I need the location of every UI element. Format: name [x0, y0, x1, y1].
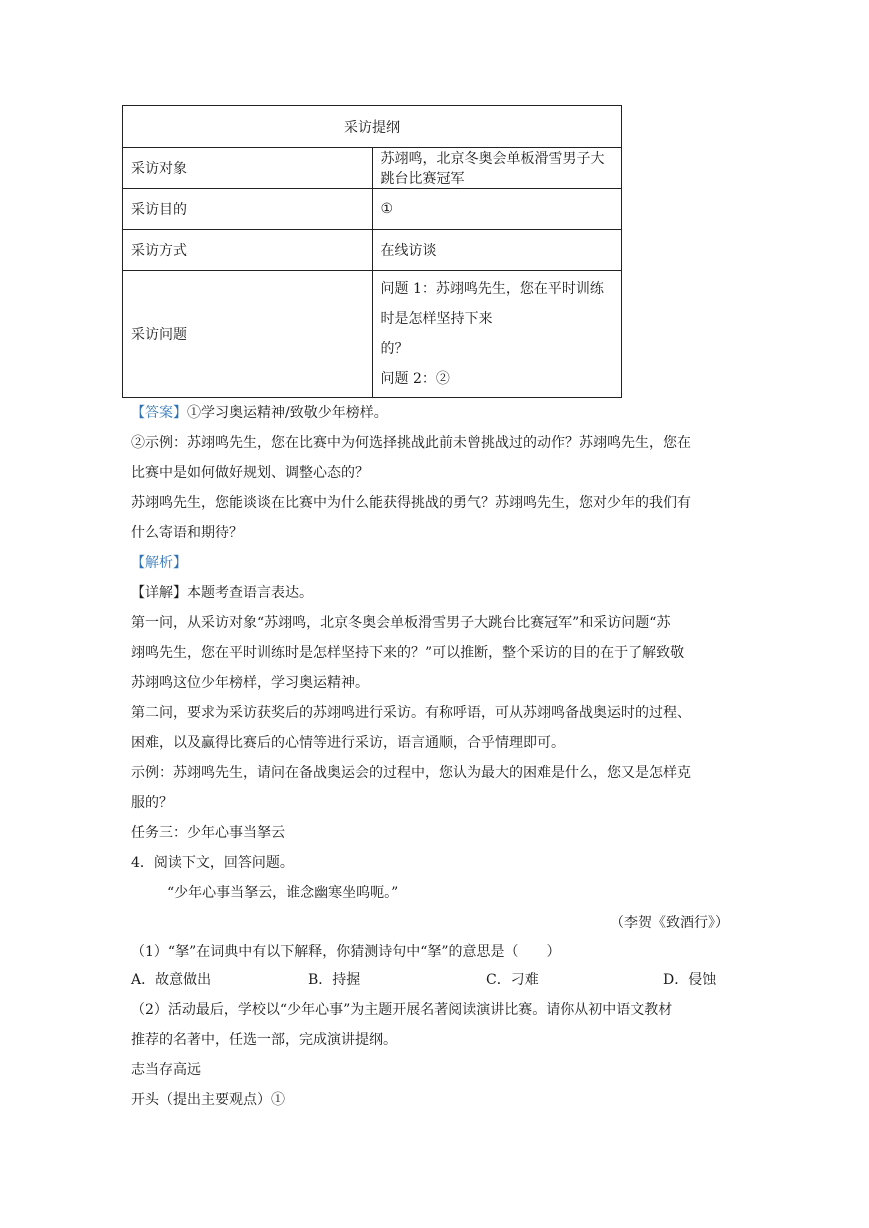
answer-line — [131, 398, 741, 428]
choice-b[interactable]: B．持握 — [308, 972, 361, 988]
row-value-purpose: ① — [372, 189, 622, 230]
poem-source: （李贺《致酒行》） — [610, 915, 729, 931]
sub-question-1: （1）“拏”在词典中有以下解释，你猜测诗句中“拏”的意思是（ ） — [131, 944, 561, 960]
answer-text: ①学习奥运精神/致敬少年榜样。 — [187, 405, 388, 421]
answer-line: 苏翊鸣先生，您能谈谈在比赛中为什么能获得挑战的勇气？苏翊鸣先生，您对少年的我们有 — [131, 495, 691, 511]
analysis-line: 困难，以及赢得比赛后的心情等进行采访，语言通顺，合乎情理即可。 — [131, 735, 565, 751]
table-title: 采访提纲 — [123, 106, 622, 148]
row-label-purpose: 采访目的 — [123, 189, 373, 230]
table-title-row — [123, 106, 622, 148]
analysis-tag: 【解析】 — [131, 555, 187, 571]
row-label-method: 采访方式 — [123, 230, 373, 271]
choice-c[interactable]: C．刁难 — [486, 972, 539, 988]
question-4: 4．阅读下文，回答问题。 — [131, 855, 294, 871]
row-label-subject: 采访对象 — [123, 148, 373, 189]
task-heading: 任务三：少年心事当拏云 — [131, 825, 285, 841]
question-line: 问题 1：苏翊鸣先生，您在平时训练时是怎样坚持下来 — [380, 281, 604, 327]
choice-d[interactable]: D．侵蚀 — [663, 972, 717, 988]
table-row — [123, 189, 622, 230]
speech-opening: 开头（提出主要观点）① — [131, 1092, 285, 1108]
row-label-questions: 采访问题 — [123, 271, 373, 398]
question-line: 的？ — [380, 341, 409, 357]
answer-line: 什么寄语和期待？ — [131, 525, 243, 541]
analysis-line: 第一问，从采访对象“苏翊鸣，北京冬奥会单板滑雪男子大跳台比赛冠军”和采访问题“苏 — [131, 615, 671, 631]
analysis-line: 示例：苏翊鸣先生，请问在备战奥运会的过程中，您认为最大的困难是什么，您又是怎样克 — [131, 765, 691, 781]
answer-tag: 【答案】 — [131, 405, 187, 421]
detail-text: 本题考查语言表达。 — [187, 585, 313, 601]
analysis-line: 服的？ — [131, 795, 173, 811]
table-row — [123, 148, 622, 189]
choice-list — [131, 965, 741, 995]
row-value-questions — [372, 271, 622, 398]
sub-question-2: （2）活动最后，学校以“少年心事”为主题开展名著阅读演讲比赛。请你从初中语文教材 — [131, 1002, 673, 1018]
analysis-line: 第二问，要求为采访获奖后的苏翊鸣进行采访。有称呼语，可从苏翊鸣备战奥运时的过程、 — [131, 705, 691, 721]
poem-line: “少年心事当拏云，谁念幽寒坐呜呃。” — [167, 885, 399, 901]
table-row — [123, 230, 622, 271]
speech-outline-title: 志当存高远 — [131, 1062, 201, 1078]
row-value-subject: 苏翊鸣，北京冬奥会单板滑雪男子大跳台比赛冠军 — [372, 148, 622, 189]
detail-tag: 【详解】 — [131, 585, 187, 601]
row-value-method: 在线访谈 — [372, 230, 622, 271]
analysis-line: 苏翊鸣这位少年榜样，学习奥运精神。 — [131, 675, 369, 691]
analysis-line: 翊鸣先生，您在平时训练时是怎样坚持下来的？”可以推断，整个采访的目的在于了解致敬 — [131, 645, 685, 661]
answer-line: 比赛中是如何做好规划、调整心态的？ — [131, 465, 369, 481]
interview-outline-table — [122, 105, 622, 398]
answer-line: ②示例：苏翊鸣先生，您在比赛中为何选择挑战此前未曾挑战过的动作？苏翊鸣先生，您在 — [131, 435, 691, 451]
choice-a[interactable]: A．故意做出 — [131, 972, 212, 988]
sub-question-2-cont: 推荐的名著中，任选一部，完成演讲提纲。 — [131, 1032, 397, 1048]
detail-line — [131, 578, 741, 608]
table-row — [123, 271, 622, 398]
question-line: 问题 2：② — [380, 371, 450, 387]
